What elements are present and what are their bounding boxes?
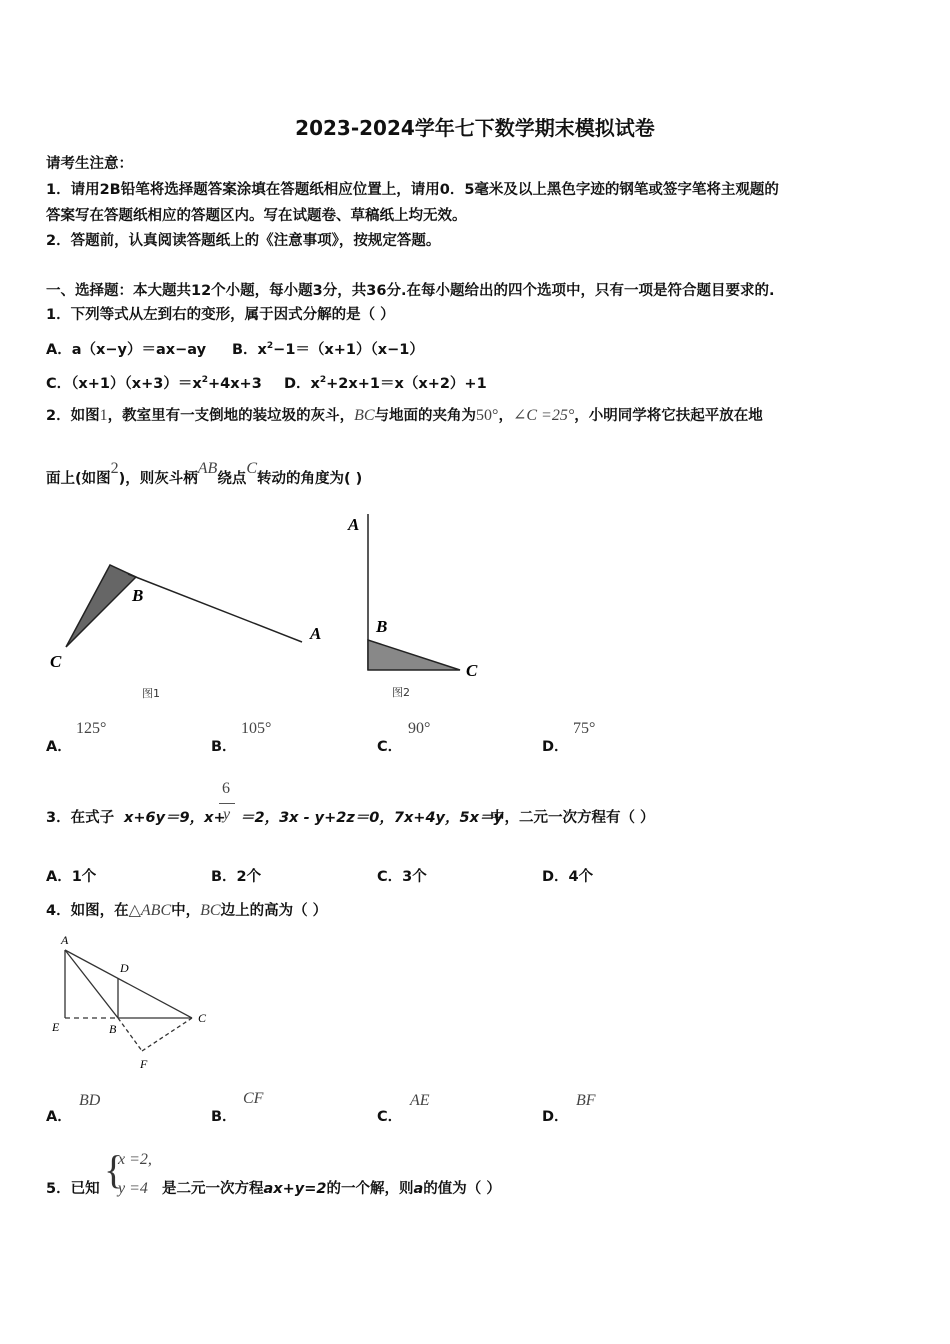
q5-stem: 是二元一次方程ax+y=2的一个解，则a的值为（ ）	[162, 1181, 501, 1197]
page-title: 2023-2024学年七下数学期末模拟试卷	[295, 116, 655, 140]
q2-option-c-label: C．	[377, 739, 403, 755]
line-bf-dashed	[118, 1018, 142, 1051]
q1-option-c: C．$(x+1)(x+3)=x^2+4x+3$	[46, 375, 262, 392]
q3-fraction-bar	[219, 803, 235, 804]
notice-line-1b: 答案写在答题纸相应的答题区内。写在试题卷、草稿纸上均无效。	[46, 208, 467, 224]
q4-stem: 4．如图，在△ABC中，BC边上的高为（ ）	[46, 902, 328, 919]
q2-stem-line2: 面上(如图2)，则灰斗柄AB绕点C转动的角度为( )	[46, 460, 363, 487]
notice-line-2: 2．答题前，认真阅读答题纸上的《注意事项》，按规定答题。	[46, 233, 441, 249]
fig2-label-b: B	[376, 617, 388, 636]
q2-option-a-label: A．	[46, 739, 72, 755]
q4-option-a-value: BD	[79, 1092, 101, 1109]
dustpan-shape	[66, 565, 136, 647]
fig2-label-a: A	[348, 515, 360, 534]
q3-option-b: B．2个	[211, 869, 262, 885]
q2-figure-1	[44, 555, 334, 705]
q4-figure	[44, 930, 219, 1075]
q3-option-a: A．1个	[46, 869, 97, 885]
notice-line-1a: 1．请用2B铅笔将选择题答案涂填在答题纸相应位置上，请用0．5毫米及以上黑色字迹的钢笔或签字笔将主观题的	[46, 182, 779, 198]
q3-option-c: C．3个	[377, 869, 427, 885]
q2-option-d-value: 75°	[573, 720, 596, 737]
q1-option-a: A．a（x−y）＝ax−ay	[46, 342, 207, 358]
q1-stem: 1．下列等式从左到右的变形，属于因式分解的是（ ）	[46, 307, 395, 323]
q2-figure-2	[344, 510, 494, 705]
q4-label-b: B	[109, 1022, 117, 1036]
fig2-dustpan	[368, 640, 460, 670]
line-ab	[65, 950, 118, 1018]
fig1-caption: 图1	[142, 687, 160, 700]
q4-option-c-label: C．	[377, 1109, 403, 1125]
q5-eq-1: x =2,	[118, 1151, 152, 1168]
q2-option-b-value: 105°	[241, 720, 272, 737]
q1-option-d: D．$x^2+2x+1=x(x+2)+1$	[284, 375, 487, 392]
q3-expr-2: ＝2，3x - y+2z＝0，7x+4y，5x＝y	[240, 810, 503, 826]
fig2-caption: 图2	[392, 686, 410, 699]
q4-label-a: A	[61, 933, 69, 947]
fig1-label-a: A	[310, 624, 322, 643]
q1-option-b: B．$x^2-1=(x+1)(x-1)$	[232, 341, 424, 358]
q3-expr-1: x+6y＝9，x+	[124, 810, 226, 826]
notice-heading: 请考生注意：	[46, 156, 133, 172]
fig1-label-c: C	[50, 652, 62, 671]
handle-line	[128, 574, 302, 642]
q5-prefix: 5．已知	[46, 1181, 100, 1197]
q2-option-b-label: B．	[211, 739, 237, 755]
q5-brace: {	[104, 1147, 124, 1192]
q4-option-d-value: BF	[576, 1092, 596, 1109]
fig1-label-b: B	[132, 586, 144, 605]
q4-option-b-label: B．	[211, 1109, 237, 1125]
q2-option-c-value: 90°	[408, 720, 431, 737]
section-heading: 一、选择题：本大题共12个小题，每小题3分，共36分.在每小题给出的四个选项中，只有一项是符合题目要求的.	[46, 283, 775, 299]
q3-suffix: 中，二元一次方程有（ ）	[490, 810, 655, 826]
q3-option-d: D．4个	[542, 869, 594, 885]
q2-option-d-label: D．	[542, 739, 569, 755]
q4-label-e: E	[52, 1020, 60, 1034]
q3-fraction-denominator: y	[223, 806, 231, 823]
fig2-label-c: C	[466, 661, 478, 680]
q3-fraction-numerator: 6	[222, 780, 230, 797]
line-cf-dashed	[142, 1018, 192, 1051]
q3-prefix: 3．在式子	[46, 810, 115, 826]
q4-label-c: C	[198, 1011, 207, 1025]
q4-label-f: F	[140, 1057, 148, 1071]
q4-option-a-label: A．	[46, 1109, 72, 1125]
q4-option-b-value: CF	[243, 1090, 264, 1107]
q5-eq-2: y =4	[118, 1180, 148, 1197]
q4-option-c-value: AE	[410, 1092, 430, 1109]
q4-option-d-label: D．	[542, 1109, 569, 1125]
q4-label-d: D	[120, 961, 129, 975]
q2-stem-line1: 2．如图1，教室里有一支倒地的装垃圾的灰斗，BC与地面的夹角为50°，∠C =25°，小明同学将它扶起平放在地	[46, 407, 763, 424]
q2-option-a-value: 125°	[76, 720, 107, 737]
